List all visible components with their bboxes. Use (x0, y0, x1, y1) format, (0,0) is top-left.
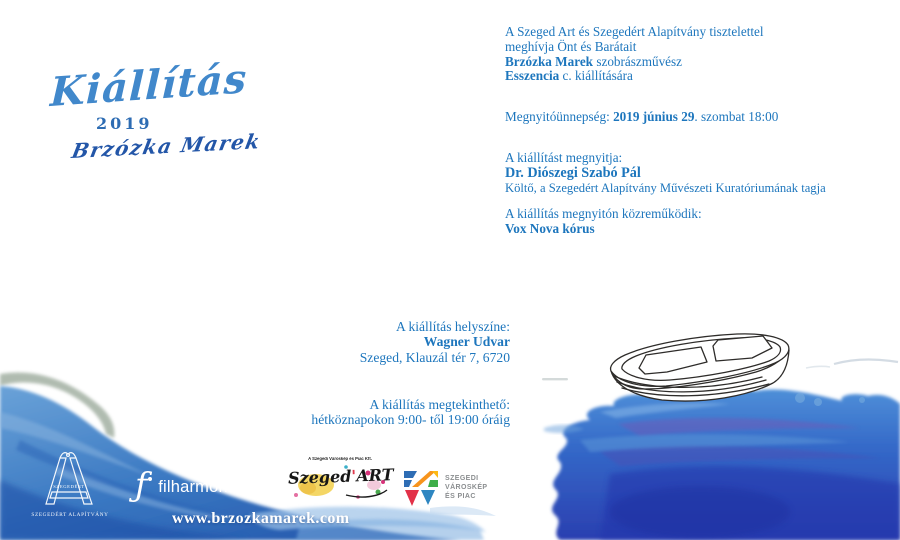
opener-description: Költő, a Szegedért Alapítvány Művészeti Kuratóriumának tagja (505, 180, 826, 195)
hours-value: hétköznapokon 9:00- től 19:00 óráig (311, 412, 510, 428)
venue-label: A kiállítás helyszíne: (395, 319, 510, 334)
exhibition-script-title: Kiállítás (49, 55, 248, 116)
szegedert-alapitvany-logo (30, 448, 110, 521)
szegedert-monogram-icon (30, 448, 106, 506)
artist-line (505, 55, 764, 70)
opening-date: 2019 június 29 (613, 109, 695, 124)
szeged-art-logo (288, 457, 392, 486)
intro-line-1: A Szeged Art és Szegedért Alapítvány tisztelettel (505, 24, 764, 39)
contributor-label: A kiállítás megnyitón közreműködik: (505, 206, 702, 221)
varoskep-line2: VÁROSKÉP (445, 484, 488, 491)
szegedi-varoskep-logo (404, 470, 488, 510)
contributor-block (505, 207, 702, 237)
opening-time: . szombat 18:00 (694, 109, 779, 124)
venue-address: Szeged, Klauzál tér 7, 6720 (359, 349, 510, 365)
szeged-art-apostrophe: ' (351, 466, 357, 486)
venue-block (360, 319, 510, 365)
opener-name (505, 166, 826, 181)
filharmonia-logo (135, 465, 242, 504)
filharmonia-f-icon: ƒ (135, 465, 148, 504)
artist-signature: Brzózka Marek (69, 128, 264, 164)
exhibition-line (505, 69, 764, 84)
filharmonia-dot-icon (148, 477, 152, 481)
contributor-name (505, 222, 702, 237)
artist-name: Brzózka Marek (505, 53, 594, 69)
venue-name (360, 334, 510, 349)
hours-label: A kiállítás megtekinthető: (369, 397, 510, 412)
contributor-name-text: Vox Nova kórus (505, 220, 595, 236)
szegedert-monogram-text: SZEGEDÉRT (53, 484, 85, 489)
varoskep-emblem-icon (404, 470, 438, 510)
varoskep-line1: SZEGEDI (445, 475, 479, 482)
opener-name-text: Dr. Diószegi Szabó Pál (505, 164, 641, 181)
artist-role: szobrászművész (593, 53, 683, 69)
intro-line-2: meghívja Önt és Barátait (505, 38, 637, 54)
website-link[interactable]: www.brzozkamarek.com (172, 510, 350, 527)
opening-hours-block (311, 397, 510, 428)
opening-label: Megnyitóünnepség: (505, 109, 614, 124)
szeged-art-name-part1: Szeged (287, 466, 352, 488)
varoskep-line3: ÉS PIAC (445, 493, 476, 500)
opener-block (505, 151, 826, 195)
invitation-intro (505, 25, 764, 84)
szegedert-caption: SZEGEDÉRT ALAPÍTVÁNY (31, 511, 109, 518)
szeged-art-name-part2: ART (355, 465, 394, 486)
exhibition-year: 2019 (96, 114, 153, 133)
opening-ceremony-line (505, 110, 778, 125)
opener-label: A kiállítást megnyitja: (505, 150, 623, 165)
szeged-art-name (288, 465, 393, 488)
venue-name-text: Wagner Udvar (423, 334, 510, 350)
szeged-art-topline: A Szegedi Városkép és Piac Kft. (308, 457, 372, 462)
exhibition-suffix: c. kiállítására (559, 68, 633, 84)
varoskep-text (445, 474, 488, 501)
exhibition-title: Esszencia (505, 68, 560, 84)
filharmonia-label: filharmónia (158, 478, 242, 496)
